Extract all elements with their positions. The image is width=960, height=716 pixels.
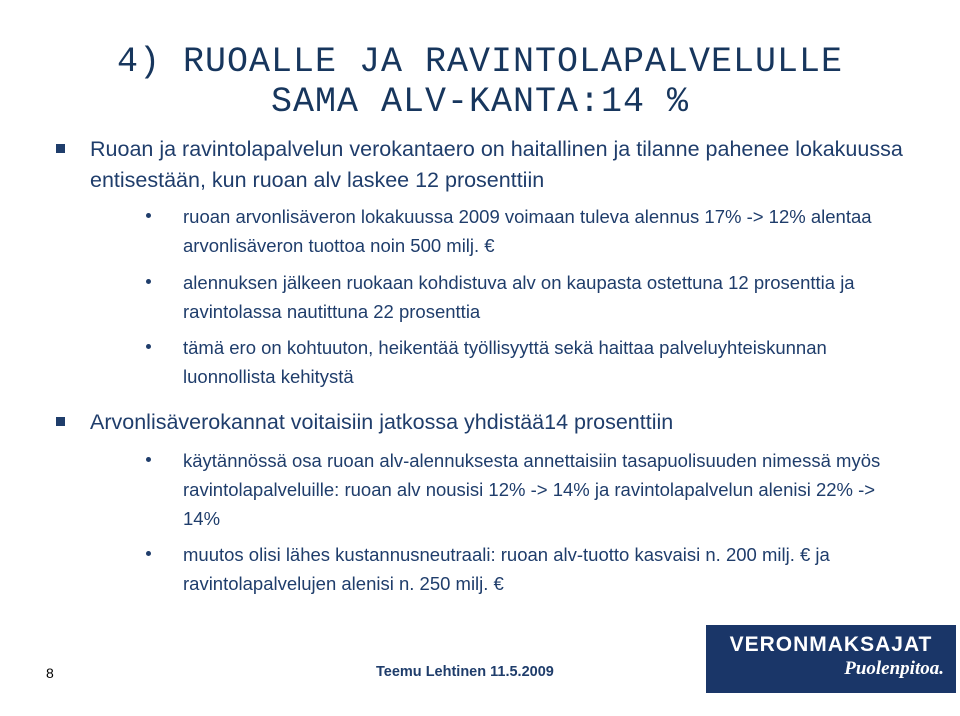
bullet-2-sub-1-text: käytännössä osa ruoan alv-alennuksesta annettaisiin tasapuolisuuden nimessä myös ravintolapalveluille: ruoan alv nousisi 12% -> 14% ja ravintolapalvelun alenisi 22% -> 14% (183, 450, 881, 529)
square-bullet-icon (56, 417, 65, 426)
page-number: 8 (46, 665, 54, 681)
round-bullet-icon (146, 344, 151, 349)
round-bullet-icon (146, 457, 151, 462)
round-bullet-icon (146, 551, 151, 556)
slide-title (40, 42, 920, 122)
bullet-1-sub-1-text: ruoan arvonlisäveron lokakuussa 2009 voimaan tuleva alennus 17% -> 12% alentaa arvonlisäveron tuottoa noin 500 milj. € (183, 206, 872, 256)
veronmaksajat-logo (706, 625, 956, 693)
bullet-2-sub-2 (183, 540, 903, 598)
bullet-1-sub-1 (183, 202, 903, 260)
bullet-1-sub-2 (183, 268, 903, 326)
round-bullet-icon (146, 279, 151, 284)
bullet-1-sub-3-text: tämä ero on kohtuuton, heikentää työllisyyttä sekä haittaa palveluyhteiskunnan luonnollista kehitystä (183, 337, 827, 387)
bullet-2-sub-2-text: muutos olisi lähes kustannusneutraali: ruoan alv-tuotto kasvaisi n. 200 milj. € ja ravintolapalvelujen alenisi n. 250 milj. € (183, 544, 830, 594)
bullet-2 (90, 407, 910, 438)
bullet-1 (90, 134, 910, 196)
bullet-2-sub-1 (183, 446, 903, 533)
logo-tagline: Puolenpitoa. (844, 658, 944, 679)
bullet-1-sub-2-text: alennuksen jälkeen ruokaan kohdistuva alv on kaupasta ostettuna 12 prosenttia ja ravintolassa nautittuna 22 prosenttia (183, 272, 855, 322)
footer-author-date: Teemu Lehtinen 11.5.2009 (376, 664, 554, 680)
bullet-1-sub-3 (183, 333, 903, 391)
square-bullet-icon (56, 144, 65, 153)
bullet-2-text: Arvonlisäverokannat voitaisiin jatkossa yhdistää14 prosenttiin (90, 410, 674, 434)
round-bullet-icon (146, 213, 151, 218)
logo-brand: VERONMAKSAJAT (729, 633, 933, 656)
slide-title-line-1: 4) RUOALLE JA RAVINTOLAPALVELULLE (116, 42, 844, 82)
bullet-1-text: Ruoan ja ravintolapalvelun verokantaero on haitallinen ja tilanne pahenee lokakuussa entisestään, kun ruoan alv laskee 12 prosenttiin (90, 137, 903, 192)
slide-title-line-2: SAMA ALV-KANTA:14 % (270, 82, 690, 122)
